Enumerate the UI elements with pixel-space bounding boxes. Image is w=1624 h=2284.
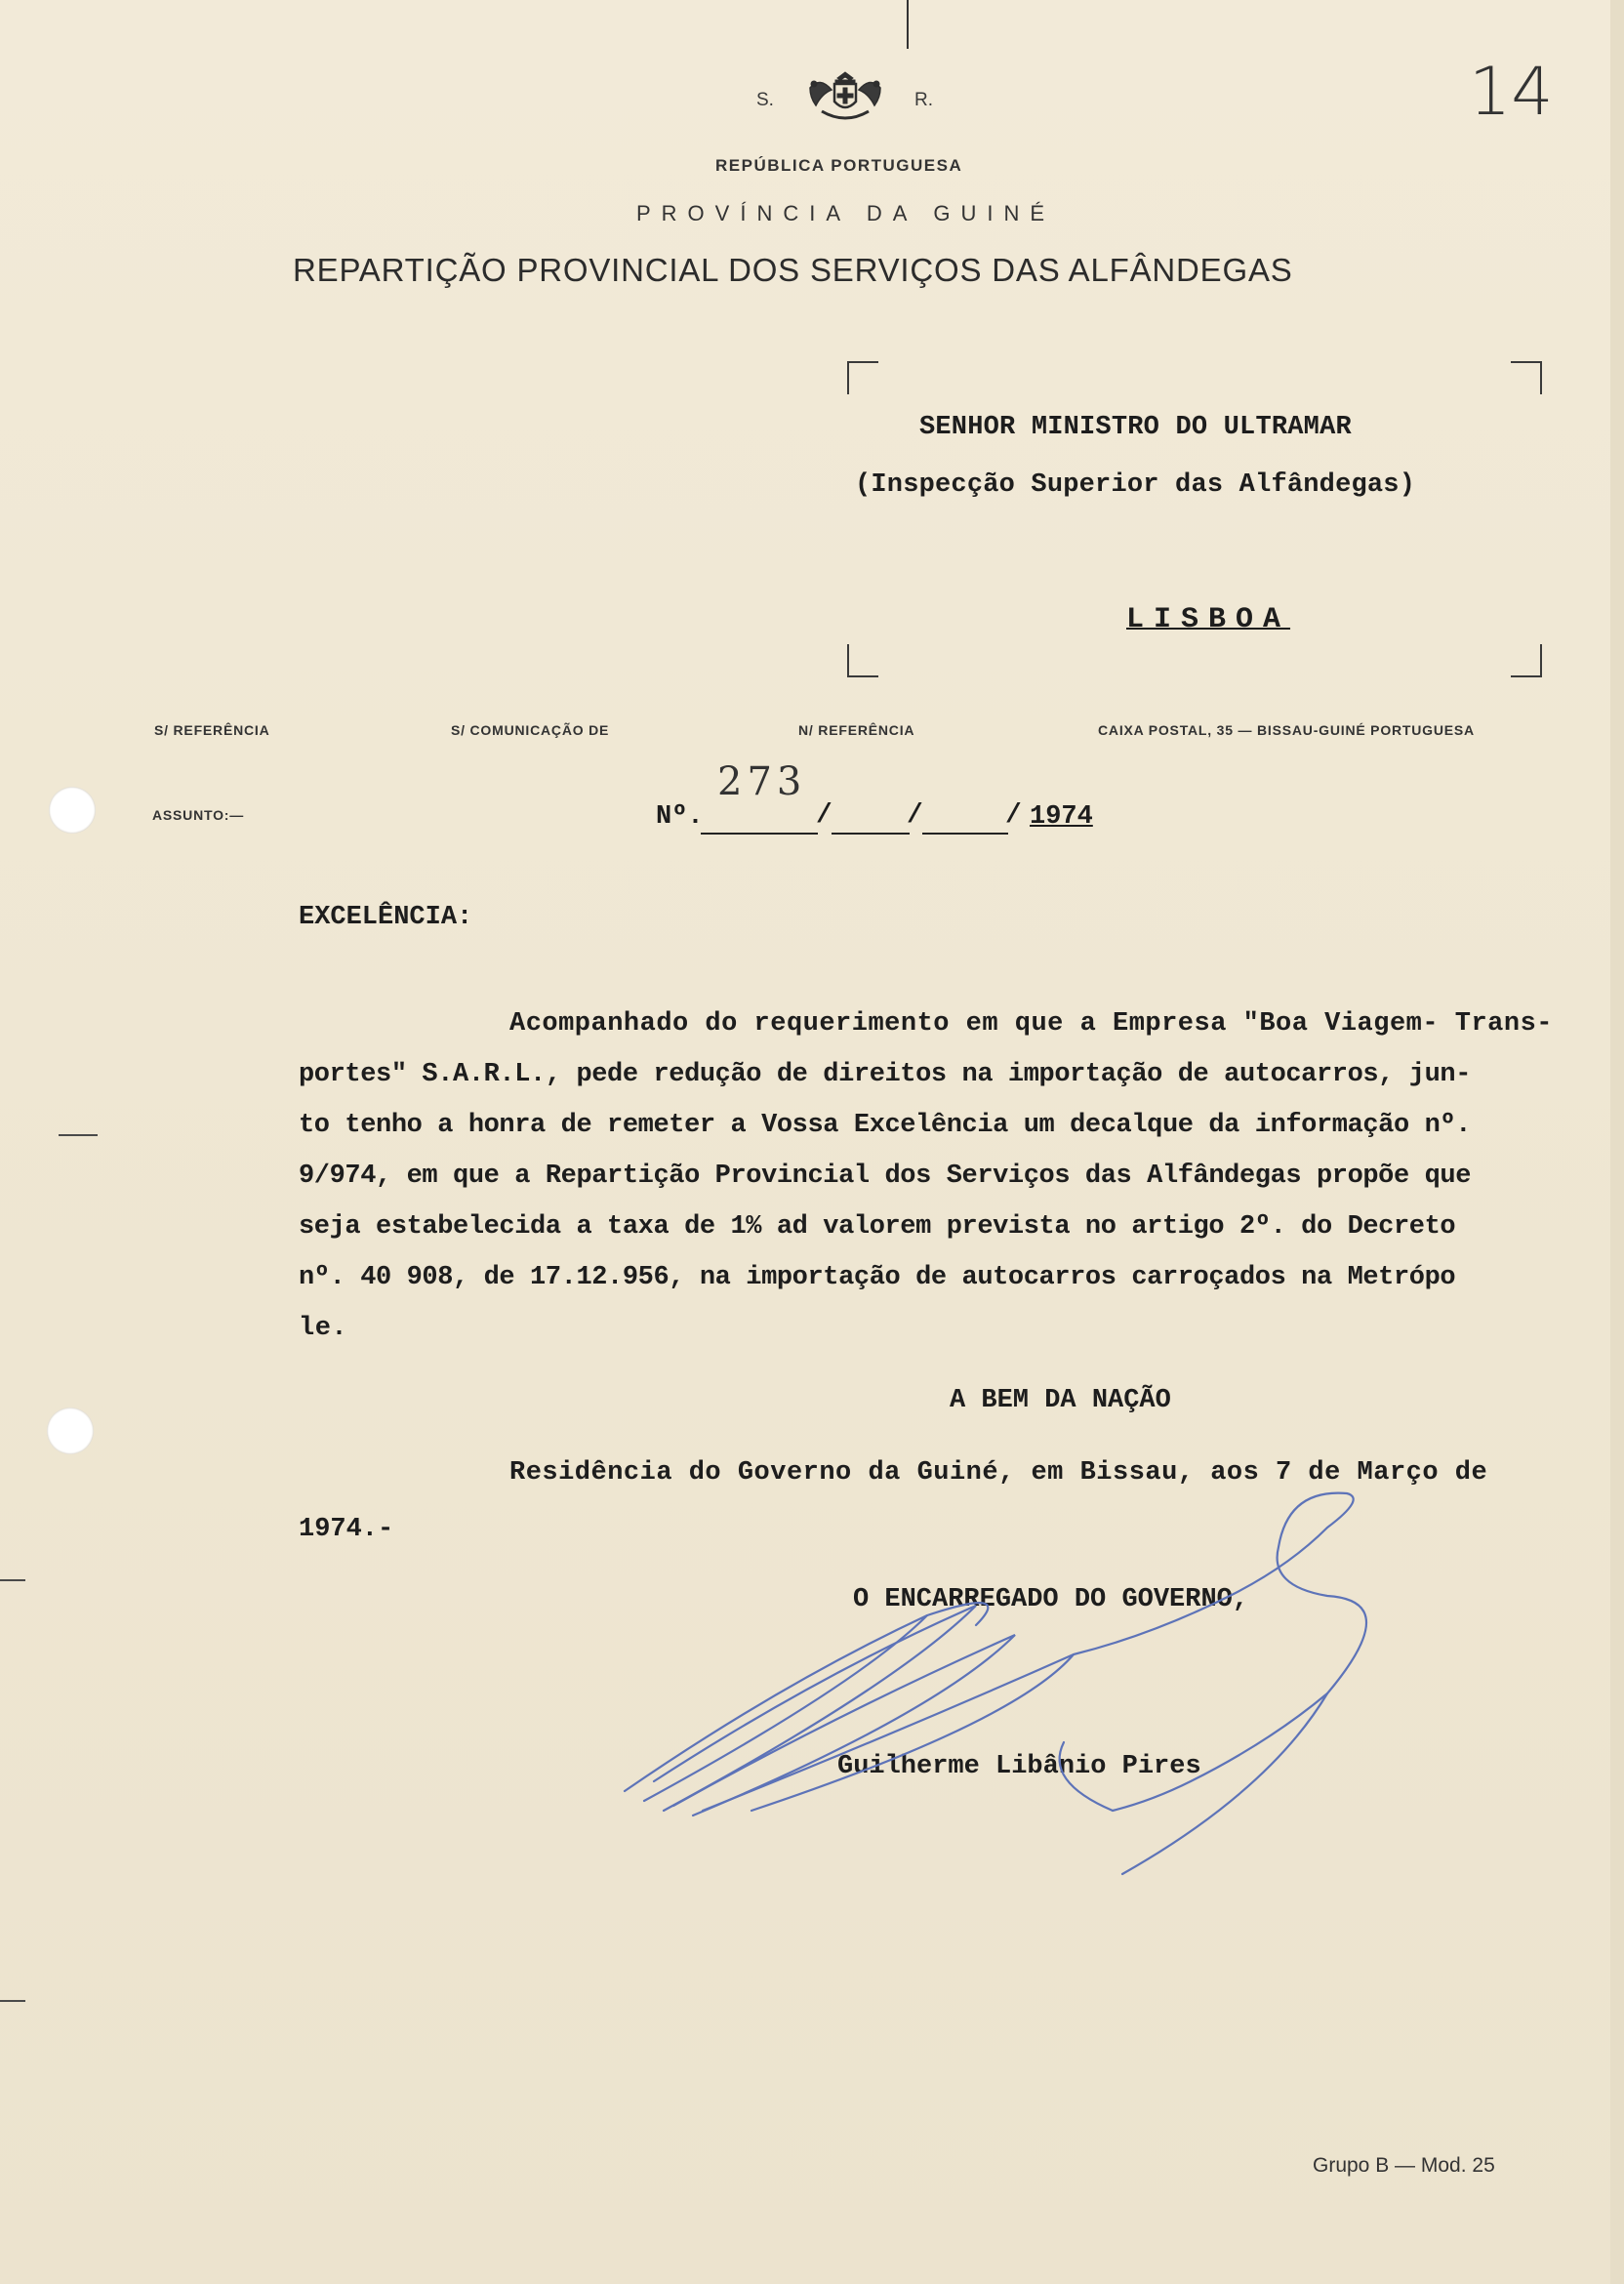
signatory-title: O ENCARREGADO DO GOVERNO, (853, 1585, 1249, 1614)
fold-mark (59, 1134, 98, 1136)
closing-formula: A BEM DA NAÇÃO (950, 1386, 1171, 1415)
s-letter: S. (756, 90, 774, 110)
page-number: 14 (1469, 54, 1554, 131)
number-underline (832, 833, 910, 835)
body-line: nº. 40 908, de 17.12.956, na importação de autocarros carroçados na Metrópo (299, 1263, 1456, 1292)
fold-mark (0, 1579, 25, 1581)
number-prefix: Nº. (656, 802, 704, 832)
addressee-city: LISBOA (1126, 603, 1291, 636)
body-line: 9/974, em que a Repartição Provincial dos Serviços das Alfândegas propõe que (299, 1162, 1472, 1191)
provincia-da-guine: PROVÍNCIA DA GUINÉ (636, 201, 1056, 225)
body-line: le. (299, 1314, 348, 1343)
place-date: Residência do Governo da Guiné, em Bissau, aos 7 de Março de (509, 1458, 1488, 1488)
slash: / (816, 800, 832, 831)
coat-of-arms-emblem (802, 68, 888, 127)
assunto-label: ASSUNTO:— (152, 807, 245, 823)
salutation: EXCELÊNCIA: (299, 903, 473, 932)
slash: / (907, 800, 923, 831)
slash: / (1005, 800, 1022, 831)
punch-hole-lower (47, 1407, 94, 1454)
reparticao-heading: REPARTIÇÃO PROVINCIAL DOS SERVIÇOS DAS ALFÂNDEGAS (293, 252, 1293, 288)
form-model-footer: Grupo B — Mod. 25 (1313, 2154, 1495, 2177)
window-corner-br (1511, 644, 1542, 677)
number-underline (701, 833, 818, 835)
caixa-postal-label: CAIXA POSTAL, 35 — BISSAU-GUINÉ PORTUGUESA (1098, 722, 1475, 738)
n-referencia-label: N/ REFERÊNCIA (798, 722, 915, 738)
number-underline (922, 833, 1008, 835)
page-edge (1610, 0, 1624, 2284)
addressee-line-1: SENHOR MINISTRO DO ULTRAMAR (919, 413, 1352, 442)
republica-portuguesa: REPÚBLICA PORTUGUESA (715, 156, 963, 175)
handwritten-number: 273 (717, 759, 807, 804)
top-center-mark (907, 0, 909, 49)
number-year: 1974 (1030, 802, 1093, 832)
handwritten-signature (605, 1489, 1483, 1898)
year-line: 1974.- (299, 1515, 394, 1544)
body-line: Acompanhado do requerimento em que a Empresa "Boa Viagem- Trans- (509, 1009, 1553, 1039)
body-line: portes" S.A.R.L., pede redução de direitos na importação de autocarros, jun- (299, 1060, 1472, 1089)
signatory-name: Guilherme Libânio Pires (837, 1752, 1201, 1781)
window-corner-tl (847, 361, 878, 394)
s-comunicacao-label: S/ COMUNICAÇÃO DE (451, 722, 610, 738)
addressee-line-2: (Inspecção Superior das Alfândegas) (855, 470, 1416, 500)
fold-mark (0, 2000, 25, 2002)
body-line: seja estabelecida a taxa de 1% ad valorem prevista no artigo 2º. do Decreto (299, 1212, 1456, 1242)
punch-hole-upper (49, 787, 96, 834)
s-referencia-label: S/ REFERÊNCIA (154, 722, 270, 738)
window-corner-tr (1511, 361, 1542, 394)
body-line: to tenho a honra de remeter a Vossa Excelência um decalque da informação nº. (299, 1111, 1472, 1140)
r-letter: R. (914, 90, 933, 110)
window-corner-bl (847, 644, 878, 677)
